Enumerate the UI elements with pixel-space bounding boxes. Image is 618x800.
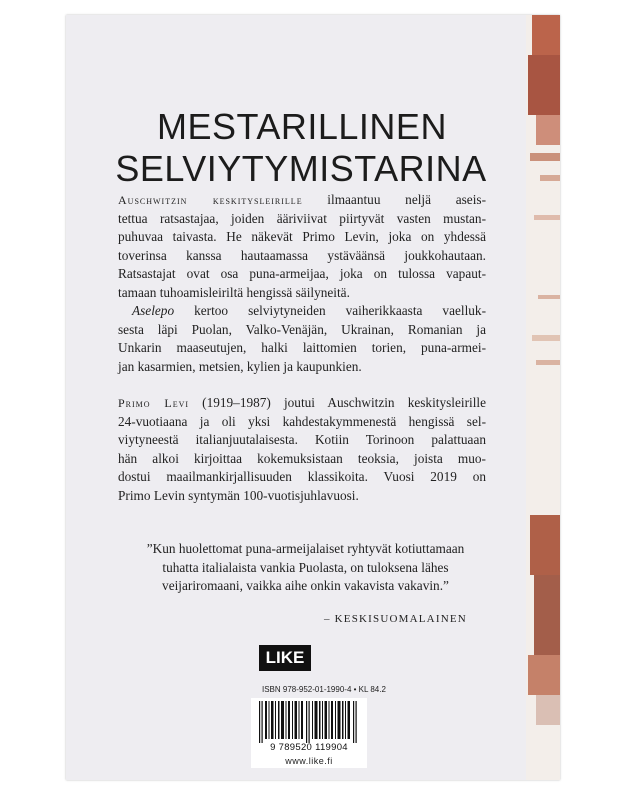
review-quote: ”Kun huolettomat puna-armeijalaiset ryhtyvät kotiuttamaan tuhatta italialaista vankia Puolasta, on tuloksena lähes veijariromaani, vaikka aihe onkin vakavista vakavin.” (146, 541, 465, 593)
paragraph-3: Primo Levi (1919–1987) joutui Auschwitzin keskitysleirille 24-vuotiaana ja oli yksi kahdestakymmenestä hengissä sel- viytyneestä italianjuutalaisesta. Kotiin Torinoon palattuaan hän alkoi kirjoittaa kokemuksistaan teoksia, joista muo- dostui maailmankirjallisuuden klassikoita. Vuosi 2019 on Primo Levin syntymän 100-vuotisjuhlavuosi. (118, 395, 486, 503)
quote-source: – KESKISUOMALAINEN (324, 613, 467, 625)
author-name: Primo Levi (118, 396, 190, 410)
publisher-logo: LIKE (259, 645, 311, 671)
publisher-url: www.like.fi (285, 756, 333, 766)
barcode-icon (257, 701, 361, 743)
paragraph-2: Aselepo kertoo selviytyneiden vaiherikkaasta vaelluk- sesta läpi Puolan, Valko-Venäjän, Ukrainan, Romanian ja Unkarin maaseutujen, halki laittomien torien, puna-armei- jan kasarmien, metsien, kylien ja kaupunkien. (118, 303, 486, 374)
book-back-cover (66, 15, 560, 780)
title-line-1: MESTARILLINEN (157, 106, 447, 147)
red-paint-strip (526, 15, 560, 780)
paragraph-1-lead: Auschwitzin keskitysleirille (118, 193, 303, 207)
book-title: Aselepo (132, 303, 175, 318)
title-line-2: SELVIYTYMISTARINA (115, 148, 487, 189)
barcode (251, 698, 367, 768)
isbn-line: ISBN 978-952-01-1990-4 • KL 84.2 (262, 685, 386, 694)
paragraph-1: Auschwitzin keskitysleirille ilmaantuu neljä aseis- tettua ratsastajaa, joiden ääriviivat piirtyvät vasten mustan- puhuvaa taivasta. He näkevät Primo Levin, joka on yhdessä toverinsa kanssa hautaamassa ystäväänsä joukkohautaan. Ratsastajat ovat osa puna-armeijaa, joka on tulossa vapaut- tamaan tuhoamisleiriltä hengissä säilyneitä. (118, 192, 487, 300)
barcode-digits: 9 789520 119904 (270, 742, 348, 753)
